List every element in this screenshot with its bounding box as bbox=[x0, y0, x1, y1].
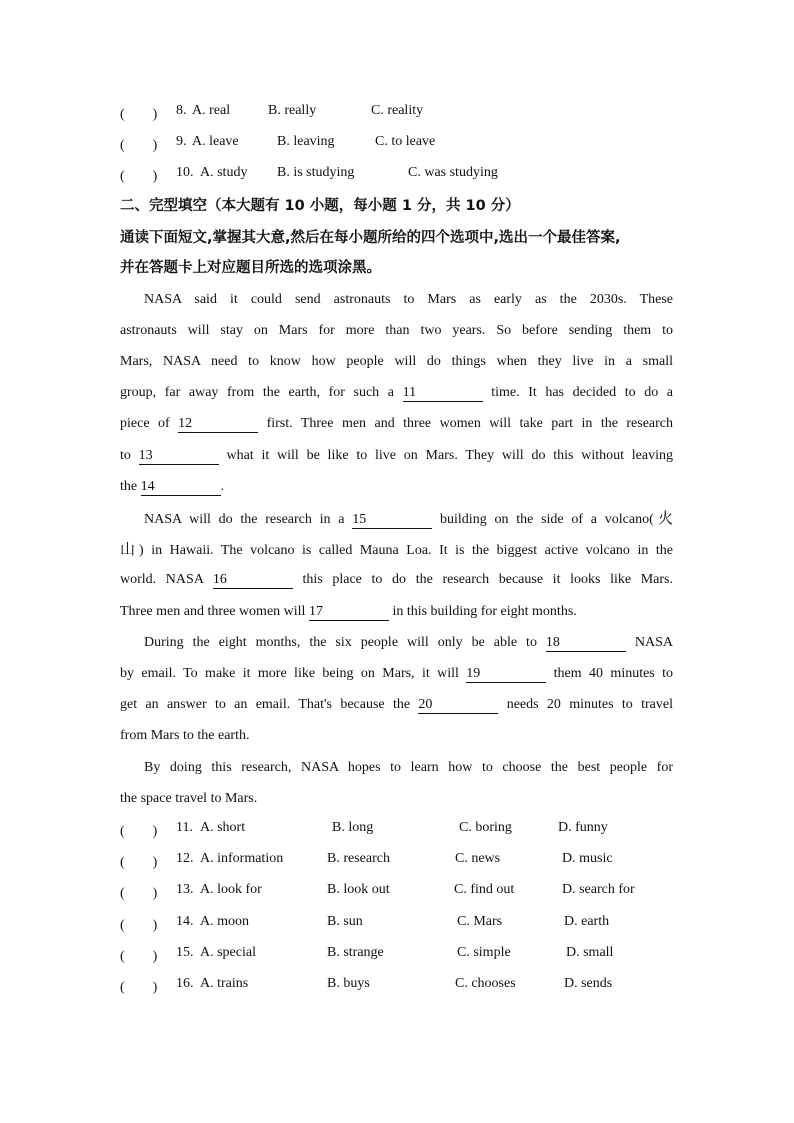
option-a: A. special bbox=[200, 945, 256, 960]
option-d: D. earth bbox=[564, 914, 610, 929]
passage-line bbox=[120, 446, 673, 466]
passage-line: By doing this research, NASA hopes to learn how to choose the best people for bbox=[144, 760, 673, 775]
option-b: B. is studying bbox=[277, 165, 355, 180]
passage-line bbox=[120, 539, 673, 561]
passage-text: them 40 minutes to bbox=[553, 666, 674, 681]
blank-13: 13 bbox=[139, 447, 219, 465]
question-16 bbox=[120, 976, 720, 996]
passage-line: Mars, NASA need to know how people will do things when they live in a small bbox=[120, 354, 673, 369]
passage-text: world. NASA bbox=[120, 572, 204, 587]
option-d: D. music bbox=[562, 851, 613, 866]
passage-line bbox=[120, 664, 673, 684]
passage-text: NASA will do the research in a bbox=[144, 512, 345, 527]
question-number: 8. bbox=[176, 103, 187, 118]
option-b: B. buys bbox=[327, 976, 370, 991]
passage-text: to bbox=[120, 448, 131, 463]
passage-line bbox=[120, 602, 673, 622]
passage-text: 山 bbox=[120, 540, 140, 558]
option-c: C. Mars bbox=[457, 914, 503, 929]
answer-paren: ( ) bbox=[120, 949, 158, 964]
passage-line bbox=[120, 695, 673, 715]
passage-line bbox=[120, 477, 673, 497]
passage-text: ) in Hawaii. The volcano is called Mauna Loa. It is the biggest active volcano in the bbox=[139, 543, 673, 558]
option-d: D. search for bbox=[562, 882, 635, 897]
option-a: A. short bbox=[200, 820, 246, 835]
passage-text: building on the side of a volcano( bbox=[440, 512, 654, 527]
passage-line: the space travel to Mars. bbox=[120, 791, 258, 806]
question-number: 11. bbox=[176, 820, 193, 835]
question-number: 16. bbox=[176, 976, 194, 991]
option-c: C. reality bbox=[371, 103, 424, 118]
passage-text: 火 bbox=[653, 509, 674, 527]
passage-line bbox=[144, 633, 673, 653]
question-15 bbox=[120, 945, 720, 965]
option-b: B. really bbox=[268, 103, 317, 118]
option-b: B. look out bbox=[327, 882, 390, 897]
blank-20: 20 bbox=[418, 696, 498, 714]
question-11 bbox=[120, 820, 720, 840]
passage-text: what it will be like to live on Mars. They will do this without leaving bbox=[226, 448, 674, 463]
passage-text: During the eight months, the six people will only be able to bbox=[144, 635, 537, 650]
option-a: A. moon bbox=[200, 914, 249, 929]
section-instruction-1: 通读下面短文,掌握其大意,然后在每小题所给的四个选项中,选出一个最佳答案, bbox=[120, 230, 621, 246]
question-number: 14. bbox=[176, 914, 194, 929]
passage-line bbox=[120, 383, 673, 403]
blank-15: 15 bbox=[352, 511, 432, 529]
option-a: A. trains bbox=[200, 976, 249, 991]
passage-text: . bbox=[220, 479, 225, 494]
answer-paren: ( ) bbox=[120, 824, 158, 839]
question-9 bbox=[120, 134, 720, 154]
blank-19: 19 bbox=[466, 665, 546, 683]
option-b: B. leaving bbox=[277, 134, 335, 149]
option-b: B. long bbox=[332, 820, 374, 835]
passage-text: in this building for eight months. bbox=[392, 604, 577, 619]
option-c: C. simple bbox=[457, 945, 511, 960]
passage-text: get an answer to an email. That's because the bbox=[120, 697, 411, 712]
option-d: D. sends bbox=[564, 976, 613, 991]
section-instruction-2: 并在答题卡上对应题目所选的选项涂黑。 bbox=[120, 260, 381, 276]
passage-line bbox=[120, 570, 673, 590]
answer-paren: ( ) bbox=[120, 918, 158, 933]
passage-text: NASA bbox=[634, 635, 674, 650]
passage-text: first. Three men and three women will take part in the research bbox=[266, 416, 674, 431]
answer-paren: ( ) bbox=[120, 855, 158, 870]
option-b: B. research bbox=[327, 851, 390, 866]
blank-18: 18 bbox=[546, 634, 626, 652]
answer-paren: ( ) bbox=[120, 886, 158, 901]
passage-text: by email. To make it more like being on Mars, it will bbox=[120, 666, 459, 681]
option-b: B. sun bbox=[327, 914, 363, 929]
option-d: D. funny bbox=[558, 820, 608, 835]
question-number: 9. bbox=[176, 134, 187, 149]
passage-text: the bbox=[120, 479, 138, 494]
blank-14: 14 bbox=[141, 478, 221, 496]
option-c: C. was studying bbox=[408, 165, 498, 180]
passage-line bbox=[144, 508, 673, 530]
option-a: A. look for bbox=[200, 882, 262, 897]
answer-paren: ( ) bbox=[120, 138, 158, 153]
blank-12: 12 bbox=[178, 415, 258, 433]
option-a: A. real bbox=[192, 103, 231, 118]
passage-line: from Mars to the earth. bbox=[120, 728, 250, 743]
passage-text: Three men and three women will bbox=[120, 604, 306, 619]
passage-line bbox=[120, 414, 673, 434]
option-c: C. to leave bbox=[375, 134, 436, 149]
option-c: C. chooses bbox=[455, 976, 516, 991]
question-number: 10. bbox=[176, 165, 194, 180]
option-c: C. find out bbox=[454, 882, 515, 897]
option-a: A. leave bbox=[192, 134, 239, 149]
passage-text: group, far away from the earth, for such a bbox=[120, 385, 394, 400]
question-number: 13. bbox=[176, 882, 194, 897]
blank-11: 11 bbox=[403, 384, 483, 402]
question-number: 12. bbox=[176, 851, 194, 866]
passage-text: this place to do the research because it looks like Mars. bbox=[302, 572, 674, 587]
question-14 bbox=[120, 914, 720, 934]
section-heading: 二、完型填空（本大题有 10 小题，每小题 1 分，共 10 分） bbox=[120, 198, 520, 214]
option-a: A. study bbox=[200, 165, 248, 180]
option-a: A. information bbox=[200, 851, 284, 866]
question-12 bbox=[120, 851, 720, 871]
option-c: C. news bbox=[455, 851, 501, 866]
blank-17: 17 bbox=[309, 603, 389, 621]
question-10 bbox=[120, 165, 720, 185]
question-number: 15. bbox=[176, 945, 194, 960]
blank-16: 16 bbox=[213, 571, 293, 589]
passage-text: time. It has decided to do a bbox=[491, 385, 674, 400]
option-b: B. strange bbox=[327, 945, 384, 960]
answer-paren: ( ) bbox=[120, 980, 158, 995]
question-8 bbox=[120, 103, 720, 123]
passage-line: NASA said it could send astronauts to Mars as early as the 2030s. These bbox=[144, 292, 673, 307]
answer-paren: ( ) bbox=[120, 169, 158, 184]
question-13 bbox=[120, 882, 720, 902]
passage-text: needs 20 minutes to travel bbox=[506, 697, 673, 712]
answer-paren: ( ) bbox=[120, 107, 158, 122]
option-c: C. boring bbox=[459, 820, 512, 835]
option-d: D. small bbox=[566, 945, 614, 960]
passage-line: astronauts will stay on Mars for more than two years. So before sending them to bbox=[120, 323, 673, 338]
passage-text: piece of bbox=[120, 416, 170, 431]
